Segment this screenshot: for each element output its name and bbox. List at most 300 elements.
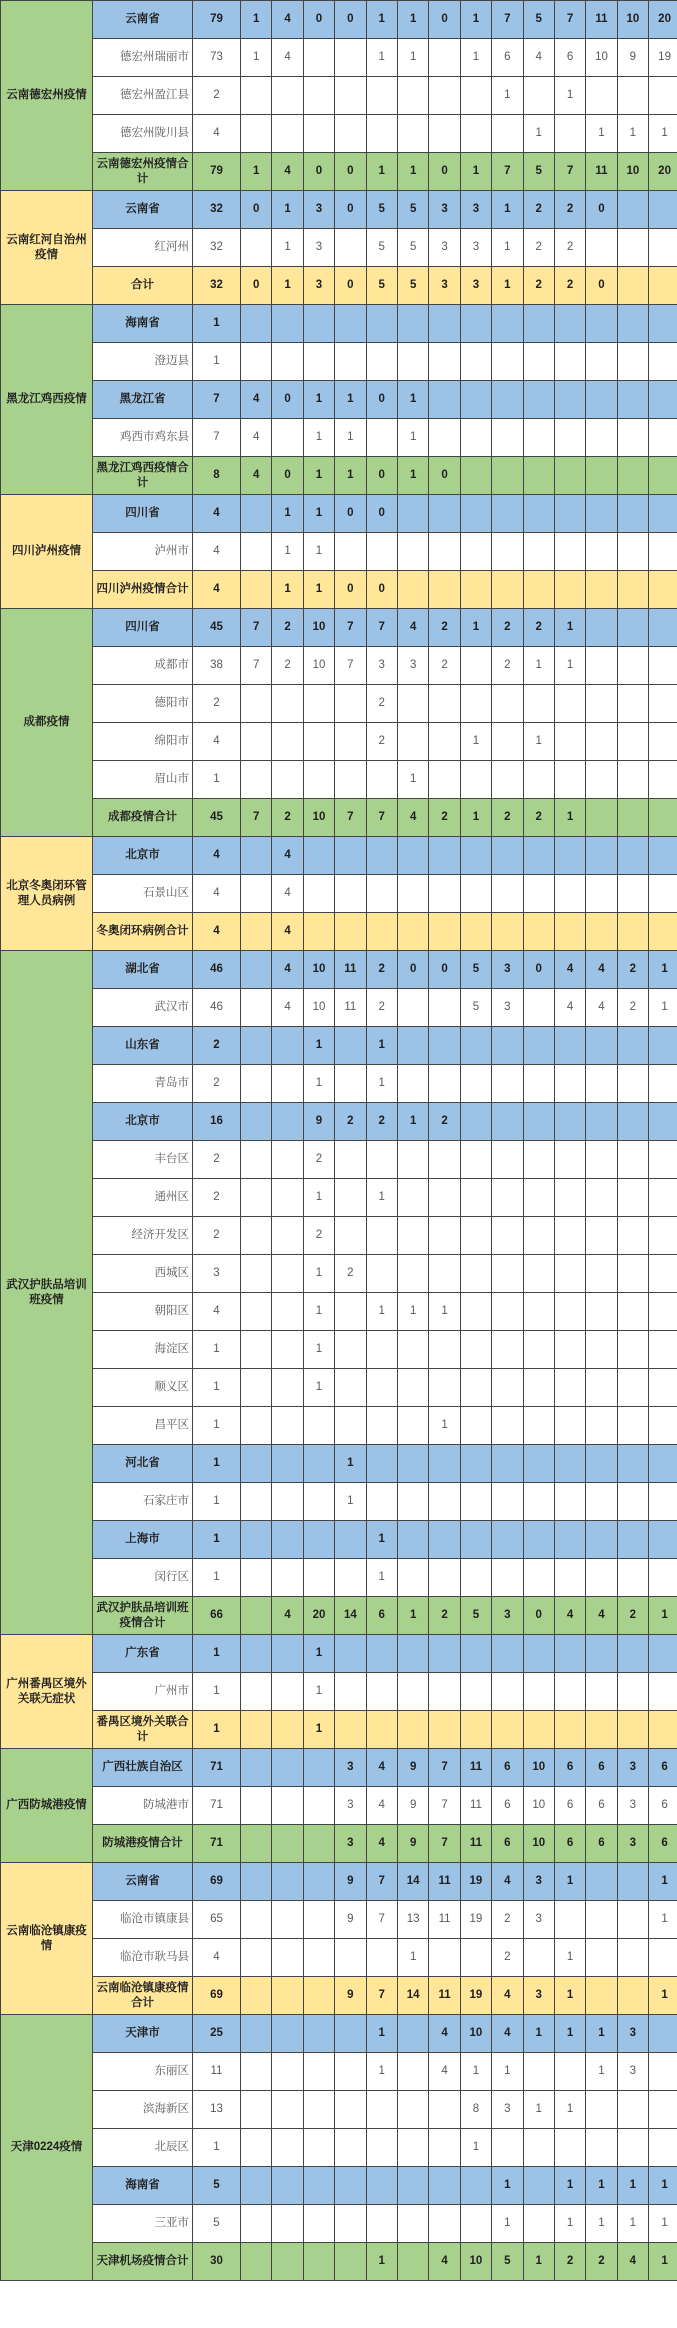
section-label-cell[interactable]: 云南临沧镇康疫情 (1, 1863, 93, 2015)
value-cell[interactable]: 5 (523, 1, 554, 39)
value-cell[interactable]: 32 (193, 229, 241, 267)
value-cell[interactable] (586, 685, 617, 723)
value-cell[interactable]: 7 (366, 799, 397, 837)
value-cell[interactable] (241, 951, 272, 989)
value-cell[interactable]: 2 (272, 799, 303, 837)
value-cell[interactable] (460, 1103, 491, 1141)
value-cell[interactable] (335, 229, 366, 267)
value-cell[interactable] (649, 2053, 677, 2091)
value-cell[interactable] (460, 1293, 491, 1331)
value-cell[interactable]: 1 (335, 419, 366, 457)
value-cell[interactable]: 3 (335, 1825, 366, 1863)
value-cell[interactable] (397, 2129, 428, 2167)
value-cell[interactable]: 0 (241, 191, 272, 229)
value-cell[interactable] (272, 2243, 303, 2281)
value-cell[interactable] (397, 837, 428, 875)
value-cell[interactable]: 4 (193, 1293, 241, 1331)
value-cell[interactable] (366, 533, 397, 571)
value-cell[interactable]: 1 (554, 2167, 585, 2205)
region-name-cell[interactable]: 眉山市 (93, 761, 193, 799)
value-cell[interactable] (272, 1483, 303, 1521)
value-cell[interactable]: 2 (272, 609, 303, 647)
value-cell[interactable] (554, 115, 585, 153)
value-cell[interactable]: 2 (554, 267, 585, 305)
value-cell[interactable] (303, 1825, 334, 1863)
value-cell[interactable] (335, 761, 366, 799)
value-cell[interactable] (303, 2015, 334, 2053)
value-cell[interactable]: 1 (335, 381, 366, 419)
value-cell[interactable]: 2 (193, 77, 241, 115)
value-cell[interactable] (554, 875, 585, 913)
region-name-cell[interactable]: 朝阳区 (93, 1293, 193, 1331)
value-cell[interactable] (429, 1939, 460, 1977)
value-cell[interactable] (523, 2129, 554, 2167)
value-cell[interactable]: 11 (193, 2053, 241, 2091)
region-name-cell[interactable]: 通州区 (93, 1179, 193, 1217)
value-cell[interactable] (617, 875, 648, 913)
value-cell[interactable] (586, 419, 617, 457)
value-cell[interactable] (272, 115, 303, 153)
region-name-cell[interactable]: 四川泸州疫情合计 (93, 571, 193, 609)
region-name-cell[interactable]: 滨海新区 (93, 2091, 193, 2129)
value-cell[interactable] (523, 1141, 554, 1179)
value-cell[interactable] (241, 875, 272, 913)
value-cell[interactable] (649, 1293, 677, 1331)
value-cell[interactable] (303, 343, 334, 381)
value-cell[interactable]: 2 (492, 647, 523, 685)
value-cell[interactable]: 1 (554, 1863, 585, 1901)
value-cell[interactable] (460, 571, 491, 609)
value-cell[interactable]: 46 (193, 951, 241, 989)
value-cell[interactable] (523, 837, 554, 875)
value-cell[interactable]: 4 (272, 837, 303, 875)
value-cell[interactable] (554, 1293, 585, 1331)
value-cell[interactable] (429, 2167, 460, 2205)
value-cell[interactable] (241, 2015, 272, 2053)
value-cell[interactable]: 4 (429, 2053, 460, 2091)
region-name-cell[interactable]: 石景山区 (93, 875, 193, 913)
value-cell[interactable]: 14 (335, 1597, 366, 1635)
value-cell[interactable]: 0 (335, 1, 366, 39)
value-cell[interactable]: 3 (492, 2091, 523, 2129)
value-cell[interactable] (241, 1141, 272, 1179)
section-label-cell[interactable]: 四川泸州疫情 (1, 495, 93, 609)
value-cell[interactable]: 6 (492, 39, 523, 77)
value-cell[interactable]: 1 (554, 647, 585, 685)
value-cell[interactable] (586, 2091, 617, 2129)
value-cell[interactable] (335, 2015, 366, 2053)
value-cell[interactable] (460, 1217, 491, 1255)
value-cell[interactable] (649, 1027, 677, 1065)
value-cell[interactable] (397, 2015, 428, 2053)
value-cell[interactable]: 2 (366, 1103, 397, 1141)
value-cell[interactable] (241, 1787, 272, 1825)
value-cell[interactable] (397, 1369, 428, 1407)
value-cell[interactable]: 11 (460, 1749, 491, 1787)
value-cell[interactable]: 3 (335, 1787, 366, 1825)
value-cell[interactable]: 1 (460, 723, 491, 761)
value-cell[interactable] (272, 2129, 303, 2167)
value-cell[interactable]: 10 (303, 647, 334, 685)
region-name-cell[interactable]: 云南省 (93, 1863, 193, 1901)
value-cell[interactable]: 0 (397, 951, 428, 989)
value-cell[interactable]: 1 (397, 1, 428, 39)
region-name-cell[interactable]: 冬奥闭环病例合计 (93, 913, 193, 951)
value-cell[interactable] (366, 875, 397, 913)
value-cell[interactable] (397, 875, 428, 913)
region-name-cell[interactable]: 德宏州陇川县 (93, 115, 193, 153)
value-cell[interactable]: 1 (586, 2167, 617, 2205)
value-cell[interactable] (649, 1939, 677, 1977)
value-cell[interactable] (492, 1559, 523, 1597)
region-name-cell[interactable]: 合计 (93, 267, 193, 305)
value-cell[interactable] (272, 305, 303, 343)
value-cell[interactable] (492, 1065, 523, 1103)
region-name-cell[interactable]: 四川省 (93, 495, 193, 533)
value-cell[interactable] (554, 1407, 585, 1445)
value-cell[interactable] (586, 229, 617, 267)
value-cell[interactable]: 3 (617, 1749, 648, 1787)
value-cell[interactable]: 6 (492, 1787, 523, 1825)
value-cell[interactable]: 3 (617, 1825, 648, 1863)
value-cell[interactable] (554, 1217, 585, 1255)
value-cell[interactable] (617, 419, 648, 457)
value-cell[interactable] (272, 1065, 303, 1103)
value-cell[interactable]: 2 (193, 1065, 241, 1103)
value-cell[interactable] (272, 1749, 303, 1787)
value-cell[interactable] (460, 913, 491, 951)
value-cell[interactable] (523, 875, 554, 913)
value-cell[interactable] (272, 1217, 303, 1255)
value-cell[interactable] (366, 115, 397, 153)
value-cell[interactable] (366, 1711, 397, 1749)
value-cell[interactable] (586, 1141, 617, 1179)
value-cell[interactable] (492, 1293, 523, 1331)
value-cell[interactable]: 1 (649, 115, 677, 153)
value-cell[interactable]: 79 (193, 1, 241, 39)
value-cell[interactable] (523, 761, 554, 799)
value-cell[interactable] (586, 799, 617, 837)
value-cell[interactable] (303, 305, 334, 343)
value-cell[interactable] (272, 1255, 303, 1293)
value-cell[interactable]: 1 (460, 39, 491, 77)
value-cell[interactable] (586, 1293, 617, 1331)
value-cell[interactable] (272, 2205, 303, 2243)
value-cell[interactable]: 4 (241, 419, 272, 457)
value-cell[interactable] (335, 533, 366, 571)
value-cell[interactable] (272, 2091, 303, 2129)
value-cell[interactable] (492, 1027, 523, 1065)
value-cell[interactable] (335, 1331, 366, 1369)
value-cell[interactable] (649, 2129, 677, 2167)
region-name-cell[interactable]: 防城港市 (93, 1787, 193, 1825)
value-cell[interactable] (554, 1179, 585, 1217)
value-cell[interactable] (617, 1179, 648, 1217)
value-cell[interactable]: 0 (272, 381, 303, 419)
region-name-cell[interactable]: 临沧市耿马县 (93, 1939, 193, 1977)
value-cell[interactable] (397, 343, 428, 381)
value-cell[interactable] (397, 571, 428, 609)
value-cell[interactable] (649, 1255, 677, 1293)
value-cell[interactable] (272, 1787, 303, 1825)
value-cell[interactable] (397, 115, 428, 153)
value-cell[interactable]: 7 (554, 153, 585, 191)
value-cell[interactable]: 6 (586, 1749, 617, 1787)
value-cell[interactable]: 1 (366, 1027, 397, 1065)
region-name-cell[interactable]: 番禺区境外关联合计 (93, 1711, 193, 1749)
value-cell[interactable] (272, 1939, 303, 1977)
value-cell[interactable]: 20 (649, 153, 677, 191)
value-cell[interactable] (397, 77, 428, 115)
value-cell[interactable] (554, 723, 585, 761)
value-cell[interactable] (272, 685, 303, 723)
value-cell[interactable] (523, 305, 554, 343)
value-cell[interactable] (523, 989, 554, 1027)
value-cell[interactable] (366, 2129, 397, 2167)
value-cell[interactable]: 1 (554, 1977, 585, 2015)
value-cell[interactable] (554, 1255, 585, 1293)
value-cell[interactable]: 0 (429, 457, 460, 495)
value-cell[interactable] (523, 913, 554, 951)
value-cell[interactable] (241, 533, 272, 571)
value-cell[interactable] (523, 571, 554, 609)
value-cell[interactable] (617, 799, 648, 837)
value-cell[interactable] (366, 1445, 397, 1483)
value-cell[interactable]: 11 (586, 1, 617, 39)
value-cell[interactable] (335, 2053, 366, 2091)
value-cell[interactable] (586, 1217, 617, 1255)
value-cell[interactable] (617, 2091, 648, 2129)
value-cell[interactable] (241, 723, 272, 761)
value-cell[interactable]: 1 (649, 2243, 677, 2281)
value-cell[interactable] (523, 1217, 554, 1255)
value-cell[interactable] (649, 1521, 677, 1559)
value-cell[interactable] (617, 1483, 648, 1521)
value-cell[interactable]: 1 (460, 2129, 491, 2167)
value-cell[interactable]: 1 (554, 799, 585, 837)
value-cell[interactable]: 4 (366, 1749, 397, 1787)
value-cell[interactable] (335, 1217, 366, 1255)
value-cell[interactable]: 1 (649, 989, 677, 1027)
value-cell[interactable] (649, 1711, 677, 1749)
value-cell[interactable] (366, 1635, 397, 1673)
value-cell[interactable] (241, 837, 272, 875)
value-cell[interactable]: 5 (397, 229, 428, 267)
value-cell[interactable]: 4 (241, 381, 272, 419)
value-cell[interactable] (397, 305, 428, 343)
value-cell[interactable]: 1 (193, 1521, 241, 1559)
value-cell[interactable]: 1 (366, 2243, 397, 2281)
value-cell[interactable]: 3 (193, 1255, 241, 1293)
value-cell[interactable] (397, 1711, 428, 1749)
value-cell[interactable] (366, 1369, 397, 1407)
region-name-cell[interactable]: 广西壮族自治区 (93, 1749, 193, 1787)
value-cell[interactable]: 1 (241, 39, 272, 77)
value-cell[interactable]: 3 (303, 229, 334, 267)
value-cell[interactable] (397, 989, 428, 1027)
value-cell[interactable]: 0 (429, 153, 460, 191)
value-cell[interactable] (429, 1369, 460, 1407)
value-cell[interactable] (586, 723, 617, 761)
value-cell[interactable] (554, 685, 585, 723)
value-cell[interactable]: 10 (617, 153, 648, 191)
value-cell[interactable] (586, 1065, 617, 1103)
value-cell[interactable]: 0 (523, 1597, 554, 1635)
value-cell[interactable]: 5 (366, 229, 397, 267)
value-cell[interactable]: 71 (193, 1749, 241, 1787)
value-cell[interactable]: 9 (335, 1977, 366, 2015)
value-cell[interactable]: 2 (523, 191, 554, 229)
value-cell[interactable] (460, 381, 491, 419)
region-name-cell[interactable]: 绵阳市 (93, 723, 193, 761)
value-cell[interactable]: 3 (460, 267, 491, 305)
value-cell[interactable]: 6 (586, 1787, 617, 1825)
value-cell[interactable]: 1 (303, 1673, 334, 1711)
value-cell[interactable] (460, 1065, 491, 1103)
value-cell[interactable] (303, 2091, 334, 2129)
value-cell[interactable]: 32 (193, 267, 241, 305)
value-cell[interactable] (649, 381, 677, 419)
value-cell[interactable] (429, 343, 460, 381)
value-cell[interactable]: 1 (272, 191, 303, 229)
value-cell[interactable] (429, 1331, 460, 1369)
value-cell[interactable] (397, 495, 428, 533)
value-cell[interactable] (617, 1103, 648, 1141)
value-cell[interactable]: 7 (554, 1, 585, 39)
value-cell[interactable] (586, 875, 617, 913)
value-cell[interactable]: 1 (303, 1027, 334, 1065)
value-cell[interactable] (586, 457, 617, 495)
region-name-cell[interactable]: 成都市 (93, 647, 193, 685)
value-cell[interactable] (366, 419, 397, 457)
value-cell[interactable] (241, 685, 272, 723)
value-cell[interactable]: 1 (492, 2167, 523, 2205)
value-cell[interactable] (303, 77, 334, 115)
value-cell[interactable] (366, 1939, 397, 1977)
value-cell[interactable]: 0 (335, 153, 366, 191)
value-cell[interactable]: 9 (335, 1863, 366, 1901)
value-cell[interactable] (649, 1141, 677, 1179)
value-cell[interactable] (617, 1217, 648, 1255)
value-cell[interactable] (366, 343, 397, 381)
value-cell[interactable]: 1 (460, 609, 491, 647)
value-cell[interactable]: 4 (193, 495, 241, 533)
value-cell[interactable]: 1 (554, 2015, 585, 2053)
value-cell[interactable] (586, 381, 617, 419)
value-cell[interactable] (617, 1407, 648, 1445)
value-cell[interactable]: 1 (460, 1, 491, 39)
value-cell[interactable] (429, 77, 460, 115)
value-cell[interactable]: 1 (303, 1255, 334, 1293)
region-name-cell[interactable]: 红河州 (93, 229, 193, 267)
value-cell[interactable] (272, 1825, 303, 1863)
value-cell[interactable] (241, 1825, 272, 1863)
value-cell[interactable]: 2 (193, 1179, 241, 1217)
value-cell[interactable] (272, 2053, 303, 2091)
value-cell[interactable] (586, 495, 617, 533)
value-cell[interactable]: 4 (193, 1939, 241, 1977)
value-cell[interactable] (335, 1673, 366, 1711)
value-cell[interactable]: 11 (335, 989, 366, 1027)
value-cell[interactable]: 2 (429, 799, 460, 837)
value-cell[interactable] (586, 1977, 617, 2015)
value-cell[interactable] (523, 495, 554, 533)
value-cell[interactable] (617, 495, 648, 533)
region-name-cell[interactable]: 丰台区 (93, 1141, 193, 1179)
region-name-cell[interactable]: 鸡西市鸡东县 (93, 419, 193, 457)
value-cell[interactable] (649, 457, 677, 495)
value-cell[interactable] (617, 1293, 648, 1331)
value-cell[interactable] (303, 837, 334, 875)
value-cell[interactable]: 1 (366, 2015, 397, 2053)
region-name-cell[interactable]: 湖北省 (93, 951, 193, 989)
value-cell[interactable] (272, 1293, 303, 1331)
value-cell[interactable] (303, 2129, 334, 2167)
value-cell[interactable]: 1 (303, 1331, 334, 1369)
value-cell[interactable]: 4 (193, 837, 241, 875)
value-cell[interactable] (241, 2091, 272, 2129)
value-cell[interactable]: 3 (492, 989, 523, 1027)
value-cell[interactable] (649, 305, 677, 343)
value-cell[interactable] (335, 115, 366, 153)
value-cell[interactable]: 1 (303, 571, 334, 609)
value-cell[interactable] (554, 305, 585, 343)
value-cell[interactable] (554, 495, 585, 533)
value-cell[interactable]: 10 (303, 951, 334, 989)
value-cell[interactable]: 4 (554, 1597, 585, 1635)
value-cell[interactable]: 1 (397, 1939, 428, 1977)
value-cell[interactable]: 3 (460, 229, 491, 267)
value-cell[interactable]: 32 (193, 191, 241, 229)
value-cell[interactable] (554, 1065, 585, 1103)
value-cell[interactable] (241, 1559, 272, 1597)
value-cell[interactable]: 1 (554, 2205, 585, 2243)
value-cell[interactable] (554, 1901, 585, 1939)
value-cell[interactable] (272, 1103, 303, 1141)
value-cell[interactable] (617, 571, 648, 609)
value-cell[interactable]: 1 (492, 229, 523, 267)
value-cell[interactable] (241, 2167, 272, 2205)
value-cell[interactable]: 7 (366, 1901, 397, 1939)
value-cell[interactable] (460, 1483, 491, 1521)
value-cell[interactable] (303, 761, 334, 799)
value-cell[interactable] (397, 533, 428, 571)
value-cell[interactable]: 1 (586, 115, 617, 153)
value-cell[interactable] (617, 913, 648, 951)
value-cell[interactable]: 3 (492, 951, 523, 989)
region-name-cell[interactable]: 临沧市镇康县 (93, 1901, 193, 1939)
region-name-cell[interactable]: 三亚市 (93, 2205, 193, 2243)
section-label-cell[interactable]: 黑龙江鸡西疫情 (1, 305, 93, 495)
value-cell[interactable] (492, 2129, 523, 2167)
value-cell[interactable] (523, 1179, 554, 1217)
value-cell[interactable] (586, 1673, 617, 1711)
value-cell[interactable]: 0 (303, 153, 334, 191)
value-cell[interactable]: 6 (649, 1749, 677, 1787)
value-cell[interactable]: 2 (429, 647, 460, 685)
value-cell[interactable]: 3 (429, 267, 460, 305)
value-cell[interactable]: 1 (492, 2053, 523, 2091)
value-cell[interactable] (241, 2205, 272, 2243)
region-name-cell[interactable]: 云南省 (93, 1, 193, 39)
value-cell[interactable] (303, 723, 334, 761)
value-cell[interactable] (335, 837, 366, 875)
value-cell[interactable]: 11 (335, 951, 366, 989)
value-cell[interactable] (586, 1027, 617, 1065)
value-cell[interactable] (617, 229, 648, 267)
value-cell[interactable]: 7 (335, 647, 366, 685)
value-cell[interactable]: 1 (303, 457, 334, 495)
